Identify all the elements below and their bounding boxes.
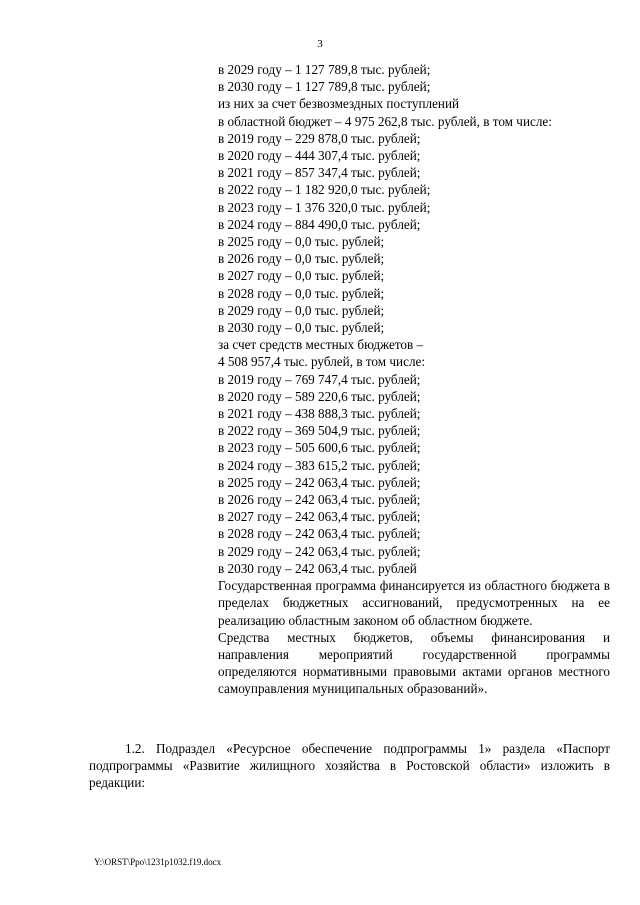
funding-line: в 2026 году – 242 063,4 тыс. рублей; (218, 492, 421, 508)
funding-line: в 2022 году – 1 182 920,0 тыс. рублей; (218, 182, 431, 198)
funding-line: в 2030 году – 0,0 тыс. рублей; (218, 320, 385, 336)
section-paragraph: 1.2. Подраздел «Ресурсное обеспечение подпрограммы 1» раздела «Паспорт подпрограммы «Развитие жилищного хозяйства в Ростовской области» изложить в редакции: (89, 741, 610, 791)
funding-line: в 2020 году – 589 220,6 тыс. рублей; (218, 388, 421, 404)
funding-line: в 2024 году – 383 615,2 тыс. рублей; (218, 457, 421, 473)
funding-line: в 2019 году – 229 878,0 тыс. рублей; (218, 130, 421, 146)
funding-line: в областной бюджет – 4 975 262,8 тыс. рублей, в том числе: (218, 113, 552, 129)
funding-line: за счет средств местных бюджетов – (218, 337, 424, 353)
funding-line: в 2025 году – 0,0 тыс. рублей; (218, 234, 385, 250)
funding-line: в 2023 году – 505 600,6 тыс. рублей; (218, 440, 421, 456)
footer-file-path: Y:\ORST\Ppo\1231p1032.f19.docx (94, 857, 222, 867)
funding-line: в 2025 году – 242 063,4 тыс. рублей; (218, 474, 421, 490)
funding-paragraph: Государственная программа финансируется из областного бюджета в пределах бюджетных ассигнований, предусмотренных на ее реализацию областным законом об областном бюджете. (218, 578, 610, 628)
funding-line: 4 508 957,4 тыс. рублей, в том числе: (218, 354, 426, 370)
funding-line: в 2028 году – 242 063,4 тыс. рублей; (218, 526, 421, 542)
funding-line: в 2028 году – 0,0 тыс. рублей; (218, 285, 385, 301)
funding-line: в 2029 году – 242 063,4 тыс. рублей; (218, 543, 421, 559)
page-number: 3 (317, 38, 323, 50)
funding-line: в 2019 году – 769 747,4 тыс. рублей; (218, 371, 421, 387)
funding-line: в 2020 году – 444 307,4 тыс. рублей; (218, 148, 421, 164)
funding-line: в 2026 году – 0,0 тыс. рублей; (218, 251, 385, 267)
funding-line: в 2024 году – 884 490,0 тыс. рублей; (218, 216, 421, 232)
funding-line: в 2029 году – 0,0 тыс. рублей; (218, 302, 385, 318)
funding-line: в 2021 году – 857 347,4 тыс. рублей; (218, 165, 421, 181)
funding-line: в 2030 году – 242 063,4 тыс. рублей (218, 560, 417, 576)
funding-column (218, 61, 610, 698)
funding-line: из них за счет безвозмездных поступлений (218, 96, 460, 112)
funding-paragraph: Средства местных бюджетов, объемы финансирования и направления мероприятий государственной программы определяются нормативными правовыми актами органов местного самоуправления муниципальных образований». (218, 629, 610, 697)
funding-line: в 2030 году – 1 127 789,8 тыс. рублей; (218, 79, 431, 95)
funding-line: в 2023 году – 1 376 320,0 тыс. рублей; (218, 199, 431, 215)
funding-line: в 2029 году – 1 127 789,8 тыс. рублей; (218, 62, 431, 77)
funding-line: в 2021 году – 438 888,3 тыс. рублей; (218, 406, 421, 422)
funding-line: в 2027 году – 0,0 тыс. рублей; (218, 268, 385, 284)
funding-line: в 2022 году – 369 504,9 тыс. рублей; (218, 423, 421, 439)
funding-line: в 2027 году – 242 063,4 тыс. рублей; (218, 509, 421, 525)
